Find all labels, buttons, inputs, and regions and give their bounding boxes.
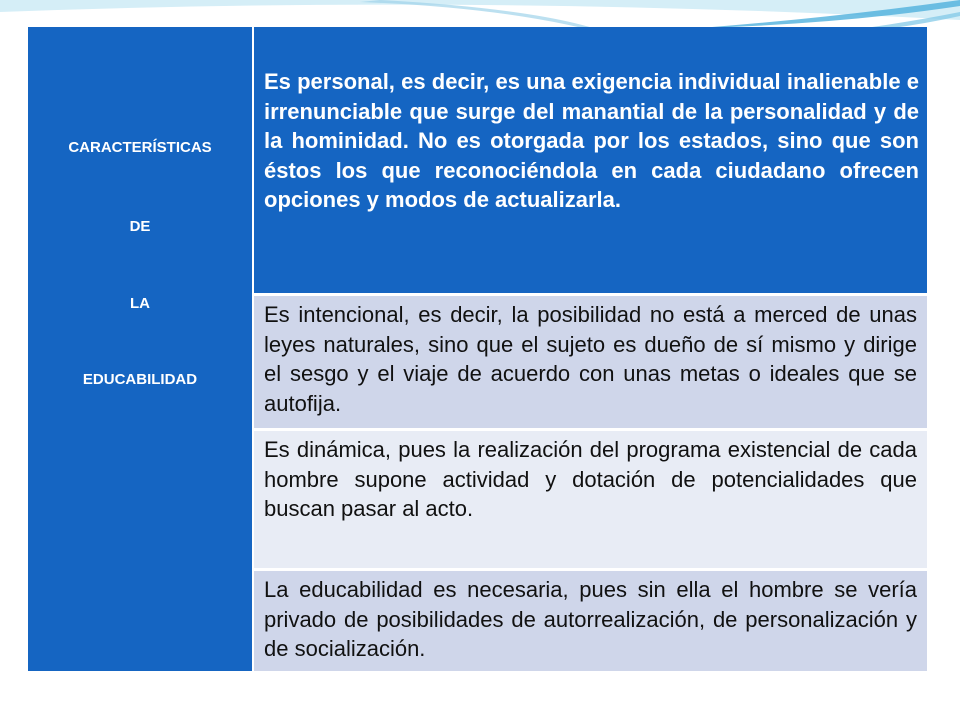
label-word: LA — [130, 295, 150, 312]
label-word: CARACTERÍSTICAS — [68, 139, 212, 156]
characteristics-label-cell — [28, 27, 252, 671]
characteristic-necessary-cell: La educabilidad es necesaria, pues sin ella el hombre se vería privado de posibilidades de autorrealización, de personalización y de socialización. — [254, 571, 927, 671]
characteristic-intentional-cell: Es intencional, es decir, la posibilidad no está a merced de unas leyes naturales, sino que el sujeto es dueño de sí mismo y dirige el sesgo y el viaje de acuerdo con unas metas o ideales que se autofija. — [254, 296, 927, 428]
characteristic-dynamic-cell: Es dinámica, pues la realización del programa existencial de cada hombre supone actividad y dotación de potencialidades que buscan pasar al acto. — [254, 431, 927, 568]
label-word: EDUCABILIDAD — [82, 371, 198, 388]
characteristic-personal-cell: Es personal, es decir, es una exigencia individual inalienable e irrenunciable que surge del manantial de la personalidad y de la hominidad. No es otorgada por los estados, sino que son éstos los que reconociéndola en cada ciudadano ofrecen opciones y modos de actualizarla. — [254, 27, 927, 293]
label-word: DE — [129, 218, 151, 235]
